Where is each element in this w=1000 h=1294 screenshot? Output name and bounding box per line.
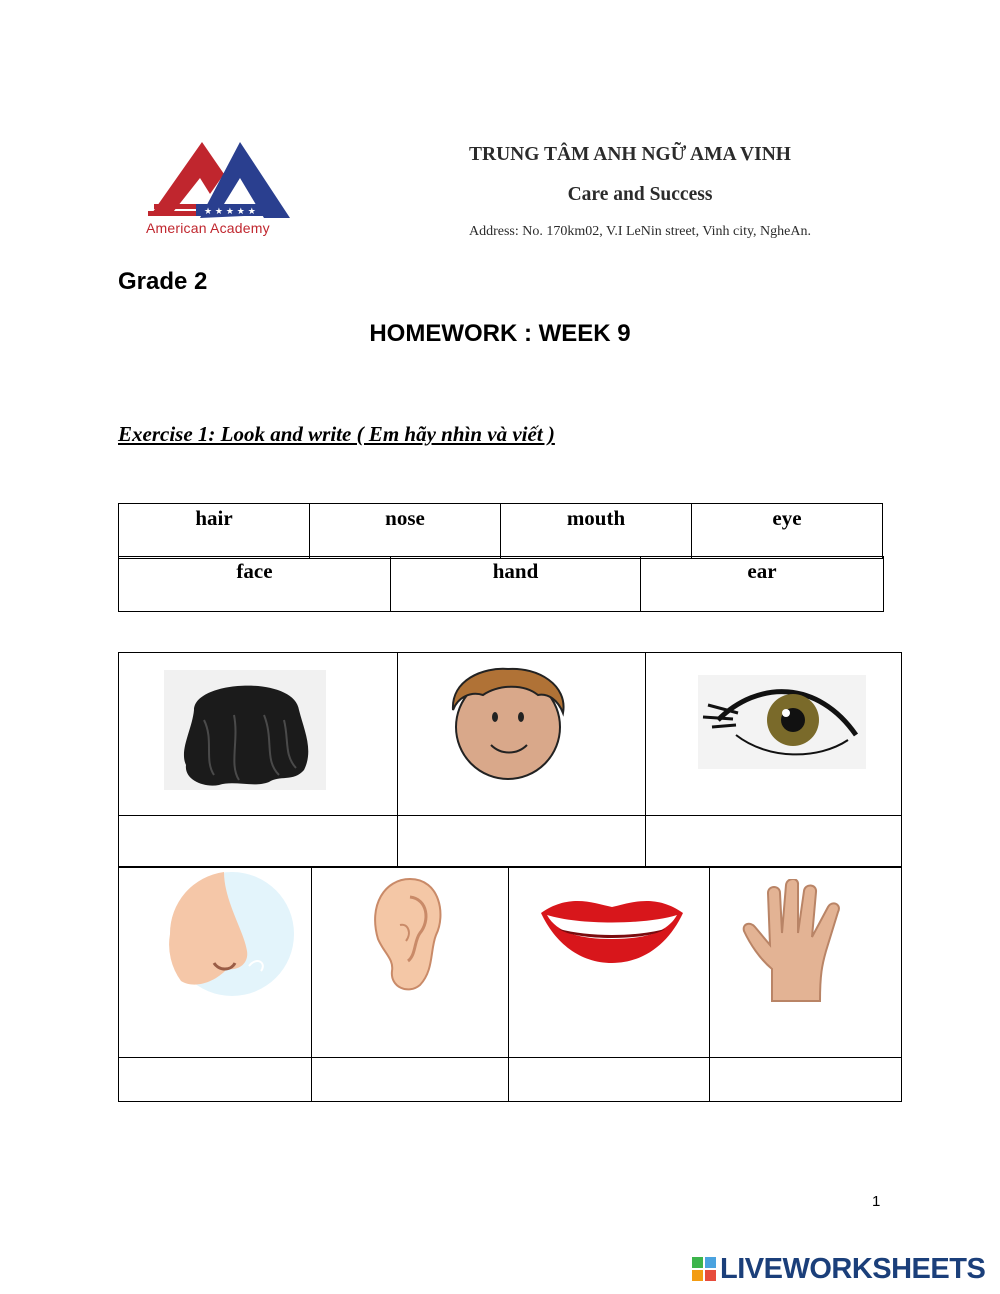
word-cell: nose [310,504,501,559]
word-cell: eye [692,504,883,559]
hair-icon [164,670,326,790]
answer-cell[interactable] [398,816,646,868]
liveworksheets-logo-icon [692,1257,716,1281]
picture-table-1 [118,652,902,868]
center-name: TRUNG TÂM ANH NGỮ AMA VINH [469,144,791,165]
mouth-picture-cell [509,867,710,1058]
nose-icon [169,871,295,997]
exercise-heading: Exercise 1: Look and write ( Em hãy nhìn và viết ) [118,422,555,446]
word-cell: hair [119,504,310,559]
grade-label: Grade 2 [118,268,208,295]
hair-picture-cell [119,653,398,816]
word-cell: ear [641,557,884,612]
mouth-icon [539,893,685,965]
page-number: 1 [872,1193,881,1210]
answer-cell[interactable] [119,816,398,868]
logo-text: American Academy [146,220,270,236]
face-icon [443,665,573,783]
ear-icon [370,875,450,993]
picture-table-2 [118,866,902,1102]
answer-cell[interactable] [119,1058,312,1102]
answer-cell[interactable] [312,1058,509,1102]
brand-text: LIVEWORKSHEETS [720,1252,986,1285]
hand-picture-cell [710,867,902,1058]
hand-icon [742,879,860,1003]
answer-cell[interactable] [710,1058,902,1102]
center-address: Address: No. 170km02, V.I LeNin street, Vinh city, NgheAn. [469,224,811,239]
word-cell: face [119,557,391,612]
word-cell: mouth [501,504,692,559]
word-bank-row-2 [118,556,884,612]
answer-cell[interactable] [509,1058,710,1102]
svg-text:★ ★ ★ ★ ★: ★ ★ ★ ★ ★ [204,207,256,217]
eye-picture-cell [646,653,902,816]
eye-icon [698,675,866,769]
word-cell: hand [391,557,641,612]
face-picture-cell [398,653,646,816]
answer-cell[interactable] [646,816,902,868]
homework-title: HOMEWORK : WEEK 9 [369,320,631,347]
ear-picture-cell [312,867,509,1058]
nose-picture-cell [119,867,312,1058]
center-slogan: Care and Success [567,184,713,205]
word-bank-row-1 [118,503,883,559]
liveworksheets-brand[interactable] [692,1252,985,1286]
